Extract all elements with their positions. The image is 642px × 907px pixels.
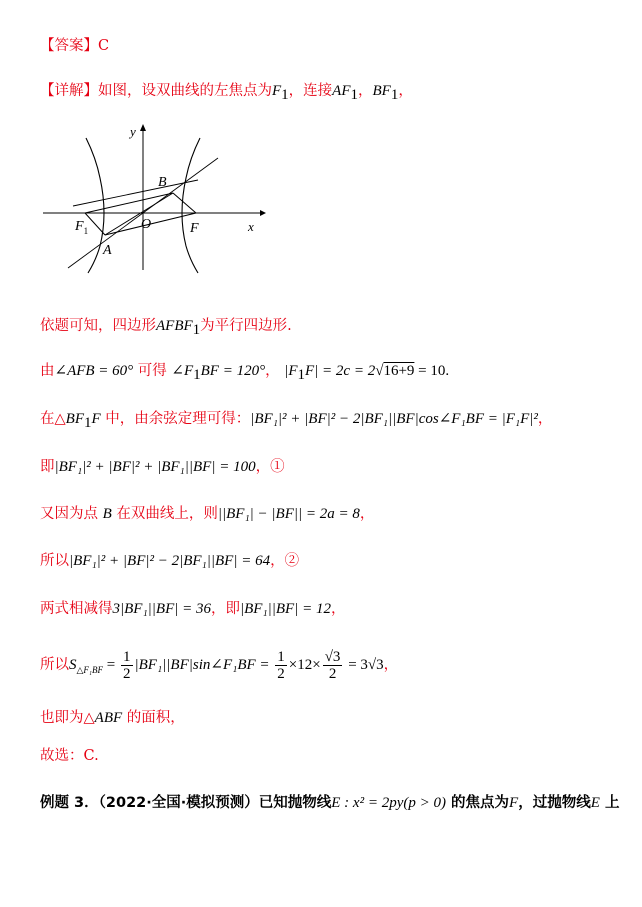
para6-end: ，② — [270, 553, 300, 569]
math-angle-f1bf-2: BF = 120° — [200, 363, 266, 379]
label-a: A — [103, 243, 112, 258]
detail-comma: ， — [358, 83, 373, 99]
answer-value: C — [98, 38, 110, 54]
para6-text: 所以 — [40, 553, 69, 569]
math-parabola-e: E — [590, 795, 600, 811]
para-cosine: 在$\triangle BF_1F$ 中，由余弦定理可得：|BF₁|² + |BF|² − 2|BF₁||BF|cos∠F₁BF = |F₁F|²， — [40, 411, 553, 431]
math-dist: |F — [284, 363, 298, 379]
para1-text-2: 为平行四边形. — [200, 318, 292, 334]
math-dist-2: F| = 2c = 2 — [305, 363, 376, 379]
math-dist-3: = 10 — [414, 363, 446, 379]
para-angle: 由∠AFB = 60° 可得 $\angle F_1BF = 120^\circ$， $|F_1F| = 2c = 2√16+9 = 10$. — [40, 363, 450, 383]
para9-text: 也即为△ — [40, 710, 95, 726]
segment-b-f — [173, 193, 196, 213]
math-f1: F — [272, 83, 282, 99]
para-eq2 — [40, 550, 299, 572]
math-eq2: |BF₁|² + |BF|² − 2|BF₁||BF| = 64 — [69, 553, 271, 569]
detail-text-3: ， — [398, 83, 413, 99]
para-eq1 — [40, 456, 285, 478]
math-eq-c: ×12× — [288, 657, 321, 673]
para5-text: 又因为点 — [40, 506, 103, 522]
math-eq3: 3|BF₁||BF| = 36 — [112, 601, 211, 617]
para-parallelogram: 依题可知，四边形$AFBF_1$为平行四边形. — [40, 318, 292, 338]
label-f1: $F_1$ — [75, 219, 89, 236]
math-cosine-eq: |BF₁|² + |BF|² − 2|BF₁||BF|cos∠F₁BF = |F₁F|² — [250, 411, 538, 427]
math-point-b: B — [102, 506, 112, 522]
math-bf1: BF — [372, 83, 391, 99]
label-y: y — [130, 124, 136, 139]
para2-text-3: ， — [265, 363, 280, 379]
fraction-sqrt3: $\frac{√3}{2}$ — [324, 648, 341, 682]
para3-text-2: 中，由余弦定理可得： — [100, 411, 251, 427]
math-eq-a: = — [103, 657, 120, 673]
example-text-4: 上 — [599, 795, 620, 811]
math-angle-afb: ∠AFB = 60° — [54, 363, 134, 379]
para-area — [40, 648, 398, 687]
para-choice — [40, 745, 99, 767]
para7-text-2: ，即 — [210, 601, 240, 617]
para7-text: 两式相减得 — [40, 601, 113, 617]
hyperbola-right-branch — [182, 138, 200, 273]
para2-text: 由 — [40, 363, 55, 379]
math-area-sub: △F₁BF — [76, 664, 104, 675]
para4-text: 即 — [40, 459, 55, 475]
math-sqrt: 16+9 — [383, 363, 415, 379]
asymptote-2 — [73, 180, 198, 206]
math-diff-eq: ||BF₁| − |BF|| = 2a = 8 — [217, 506, 360, 522]
math-eq-b: |BF₁||BF|sin∠F₁BF = — [134, 657, 274, 673]
label-o: O — [141, 217, 152, 232]
para2-end: . — [445, 363, 450, 379]
para2-text-2: 可得 — [133, 363, 172, 379]
para3-end: ， — [537, 411, 553, 427]
math-focus-f: F — [509, 795, 519, 811]
example-text-3: ，过抛物线 — [518, 795, 591, 811]
para5-text-2: 在双曲线上，则 — [111, 506, 218, 522]
fraction-half-2: $\frac{1}{2}$ — [277, 648, 285, 682]
hyperbola-figure — [38, 118, 268, 278]
math-eq1: |BF₁|² + |BF|² + |BF₁||BF| = 100 — [54, 459, 256, 475]
y-axis-arrow — [140, 124, 146, 131]
detail-line: 【详解】如图，设双曲线的左焦点为$F_1$，连接$AF_1$，$BF_1$， — [40, 83, 413, 103]
math-parabola: E : x² = 2py(p > 0) — [331, 795, 446, 811]
answer-label: 【答案】 — [40, 38, 98, 54]
example-3 — [40, 792, 619, 814]
math-eq-d: = 3√3 — [344, 657, 384, 673]
detail-label: 【详解】 — [40, 83, 98, 99]
x-axis-arrow — [260, 210, 266, 216]
fraction-half: $\frac{1}{2}$ — [123, 648, 131, 682]
para-subtract — [40, 598, 345, 620]
para-hyperbola — [40, 503, 374, 525]
label-b: B — [158, 175, 167, 190]
math-af1: AF — [332, 83, 351, 99]
para8-end: ， — [383, 657, 399, 673]
para-triangle-area — [40, 707, 185, 729]
para8-text: 所以 — [40, 657, 69, 673]
example-text: 例题 3．（2022·全国·模拟预测）已知抛物线 — [40, 795, 332, 811]
segment-a-b — [105, 193, 173, 235]
para9-text-2: 的面积， — [122, 710, 185, 726]
math-angle-f1bf: ∠F — [171, 363, 194, 379]
label-f: F — [190, 221, 199, 236]
detail-text-2: ，连接 — [288, 83, 333, 99]
segment-f1-b — [85, 193, 173, 213]
para10-text: 故选：C. — [40, 748, 99, 764]
math-tri-abf: ABF — [94, 710, 123, 726]
para3-text: 在△ — [40, 411, 66, 427]
para5-end: ， — [359, 506, 375, 522]
label-x: x — [248, 219, 254, 234]
math-quad: AFBF — [156, 318, 193, 334]
para7-end: ， — [330, 601, 346, 617]
math-area-s: S — [69, 657, 77, 673]
detail-text: 如图，设双曲线的左焦点为 — [98, 83, 272, 99]
para1-text: 依题可知，四边形 — [40, 318, 156, 334]
math-tri-2: F — [91, 411, 101, 427]
example-text-2: 的焦点为 — [445, 795, 510, 811]
para4-end: ，① — [255, 459, 285, 475]
math-tri: BF — [65, 411, 84, 427]
answer-line — [40, 35, 109, 57]
math-eq4: |BF₁||BF| = 12 — [239, 601, 331, 617]
